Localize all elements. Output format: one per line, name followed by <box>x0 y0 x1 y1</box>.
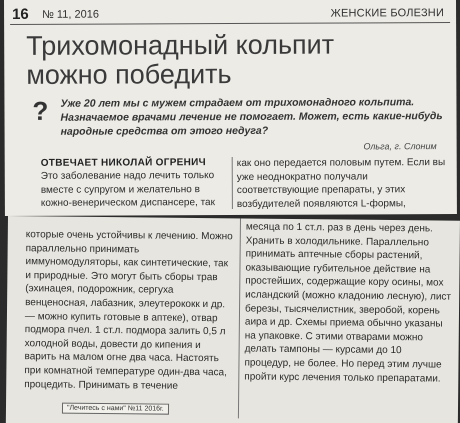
header-divider <box>10 22 450 25</box>
headline-line-1: Трихомонадный кольпит <box>26 29 335 61</box>
answer-column-1-bottom: которые очень устойчивы к лечению. Можно параллельно принимать иммуномодуляторы, как синтетические, так и природные. Это могут быть сборы трав (эхинацея, подорожник, сергуха венценосная, лабазник, элеутерококк и др. — можно купить готовые в аптеке), отвар подмора пчел. 1 ст.л. подмора залить 0,5 л холодной воды, довести до кипения и варить на малом огне два часа. Настоять при комнатной температуре один-два часа, процедить. Принимать в течение <box>24 229 233 392</box>
answer-column-1-top: Это заболевание надо лечить только вместе с супругом и желательно в кожно-венерическом диспансере, так <box>40 170 215 210</box>
article-headline <box>26 30 446 90</box>
column-divider <box>232 157 233 209</box>
reader-question: Уже 20 лет мы с мужем страдаем от трихомонадного кольпита. Назначаемое врачами лечение не помогает. Может, есть какие-нибудь народные средства от этого недуга? <box>60 96 443 138</box>
article-top-section <box>4 0 457 216</box>
answer-column-2-bottom: месяца по 1 ст.л. раз в день через день. Хранить в холодильнике. Параллельно принимать аптечные сборы растений, оказывающие губительное действие на простейших, содержащие кору осины, мох исландский (можно кладонию лесную), лист березы, тысячелистник, зверобой, корень аира и др. Схемы приема обычно указаны на упаковке. С этими отварами можно делать тампоны — курсами до 10 процедур, не более. Но перед этим лучше пройти курс лечения только препаратами. <box>244 221 452 385</box>
question-mark-icon: ? <box>32 95 49 126</box>
column-divider <box>238 218 241 418</box>
article-bottom-section <box>6 216 460 423</box>
page-header <box>10 2 450 26</box>
rubric-title: ЖЕНСКИЕ БОЛЕЗНИ <box>330 7 445 20</box>
issue-number: № 11, 2016 <box>42 8 99 21</box>
headline-line-2: можно победить <box>26 59 232 90</box>
page-number: 16 <box>12 5 29 23</box>
question-signature: Ольга, г. Слоним <box>363 141 437 152</box>
source-stamp: "Лечитесь с нами" №11 2016г. <box>62 403 169 415</box>
answer-column-2-top: как оно передается половым путем. Если вы уже неоднократно получали соответствующие препараты, у этих возбудителей появляются L-формы, <box>236 157 446 210</box>
answer-byline: ОТВЕЧАЕТ НИКОЛАЙ ОГРЕНИЧ <box>40 157 207 169</box>
